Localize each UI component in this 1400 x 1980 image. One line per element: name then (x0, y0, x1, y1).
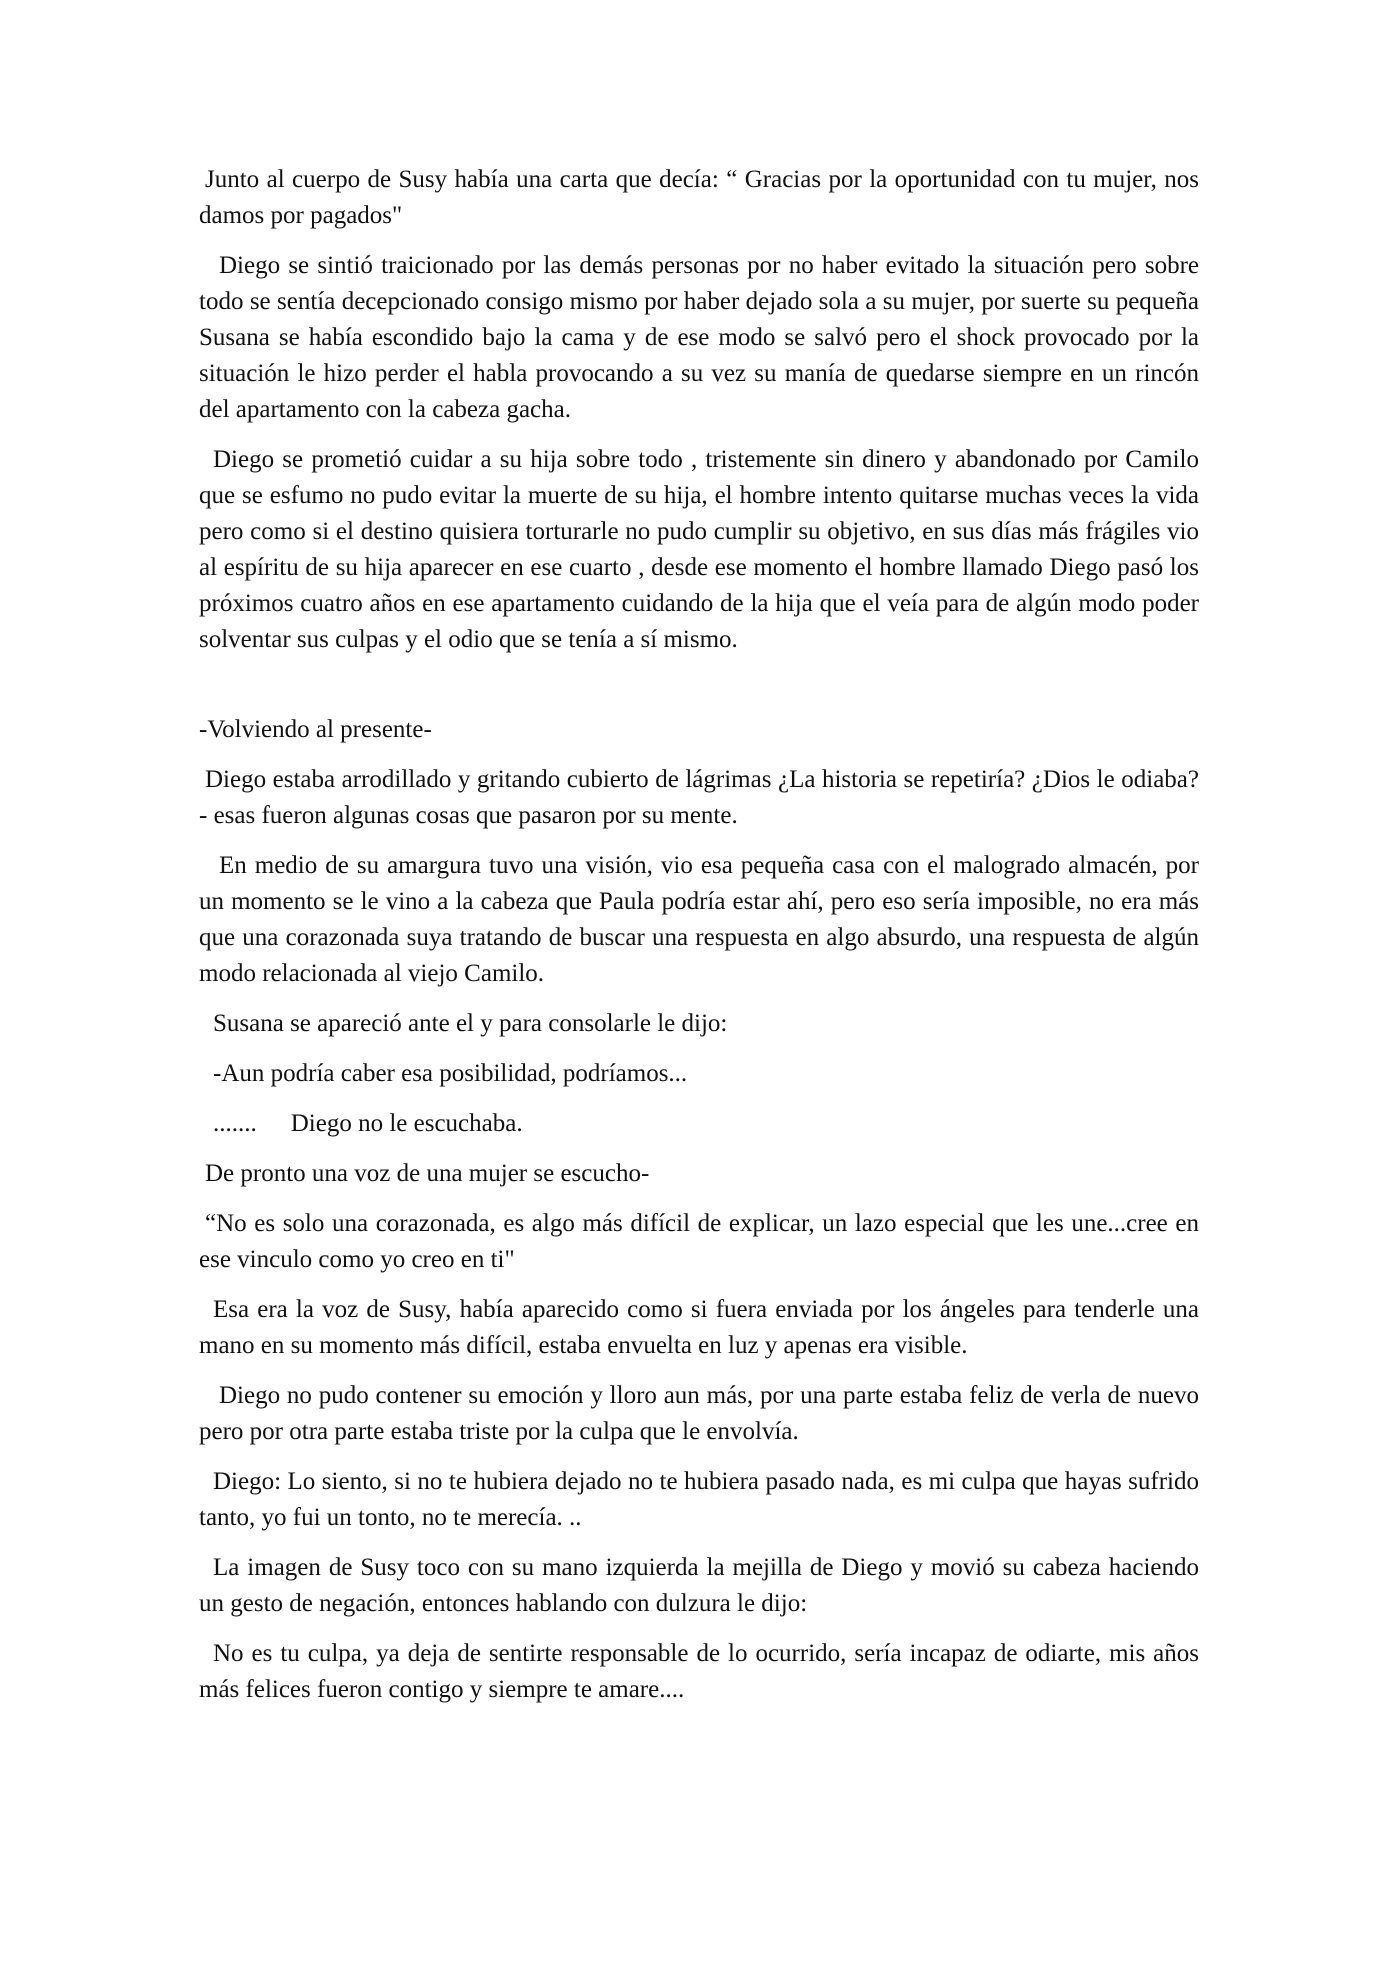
paragraph-kneeling: Diego estaba arrodillado y gritando cubierto de lágrimas ¿La historia se repetiría? ¿Dios le odiaba? - esas fueron algunas cosas que pasaron por su mente. (199, 766, 1199, 829)
paragraph-vision: En medio de su amargura tuvo una visión, vio esa pequeña casa con el malogrado almacén, por un momento se le vino a la cabeza que Paula podría estar ahí, pero eso sería imposible, no era más que una corazonada suya tratando de buscar una respuesta en algo absurdo, una respuesta de algún modo relacionada al viejo Camilo. (199, 852, 1199, 987)
paragraph-susy-voice: Esa era la voz de Susy, había aparecido como si fuera enviada por los ángeles para tenderle una mano en su momento más difícil, estaba envuelta en luz y apenas era visible. (199, 1296, 1199, 1359)
paragraph-susana-appears: Susana se apareció ante el y para consolarle le dijo: (213, 1010, 728, 1037)
story-text (199, 162, 1199, 1722)
section-spacer (199, 672, 1199, 712)
paragraph-emotion: Diego no pudo contener su emoción y lloro aun más, por una parte estaba feliz de verla de nuevo pero por otra parte estaba triste por la culpa que le envolvía. (199, 1382, 1199, 1445)
dialogue-susy-quote: “No es solo una corazonada, es algo más difícil de explicar, un lazo especial que les une...cree en ese vinculo como yo creo en ti" (199, 1210, 1199, 1273)
paragraph-promise: Diego se prometió cuidar a su hija sobre todo , tristemente sin dinero y abandonado por Camilo que se esfumo no pudo evitar la muerte de su hija, el hombre intento quitarse muchas veces la vida pero como si el destino quisiera torturarle no pudo cumplir su objetivo, en sus días más frágiles vio al espíritu de su hija aparecer en ese cuarto , desde ese momento el hombre llamado Diego pasó los próximos cuatro años en ese apartamento cuidando de la hija que el veía para de algún modo poder solventar sus culpas y el odio que se tenía a sí mismo. (199, 446, 1199, 653)
paragraph-woman-voice: De pronto una voz de una mujer se escucho- (205, 1160, 650, 1187)
paragraph-betrayal: Diego se sintió traicionado por las demás personas por no haber evitado la situación pero sobre todo se sentía decepcionado consigo mismo por haber dejado sola a su mujer, por suerte su pequeña Susana se había escondido bajo la cama y de ese modo se salvó pero el shock provocado por la situación le hizo perder el habla provocando a su vez su manía de quedarse siempre en un rincón del apartamento con la cabeza gacha. (199, 252, 1199, 423)
dialogue-susy-reply: No es tu culpa, ya deja de sentirte responsable de lo ocurrido, sería incapaz de odiarte, mis años más felices fueron contigo y siempre te amare.... (199, 1640, 1199, 1703)
ellipsis-text: ....... (213, 1110, 257, 1137)
dialogue-diego-sorry: Diego: Lo siento, si no te hubiera dejado no te hubiera pasado nada, es mi culpa que hayas sufrido tanto, yo fui un tonto, no te merecía. .. (199, 1468, 1199, 1531)
paragraph-susy-touch: La imagen de Susy toco con su mano izquierda la mejilla de Diego y movió su cabeza haciendo un gesto de negación, entonces hablando con dulzura le dijo: (199, 1554, 1199, 1617)
dialogue-susana: -Aun podría caber esa posibilidad, podríamos... (213, 1060, 688, 1087)
section-heading: -Volviendo al presente- (199, 716, 432, 743)
paragraph-letter: Junto al cuerpo de Susy había una carta que decía: “ Gracias por la oportunidad con tu mujer, nos damos por pagados" (199, 166, 1199, 229)
not-listening-text: Diego no le escuchaba. (290, 1110, 523, 1137)
paragraph-not-listening (199, 1106, 1199, 1142)
